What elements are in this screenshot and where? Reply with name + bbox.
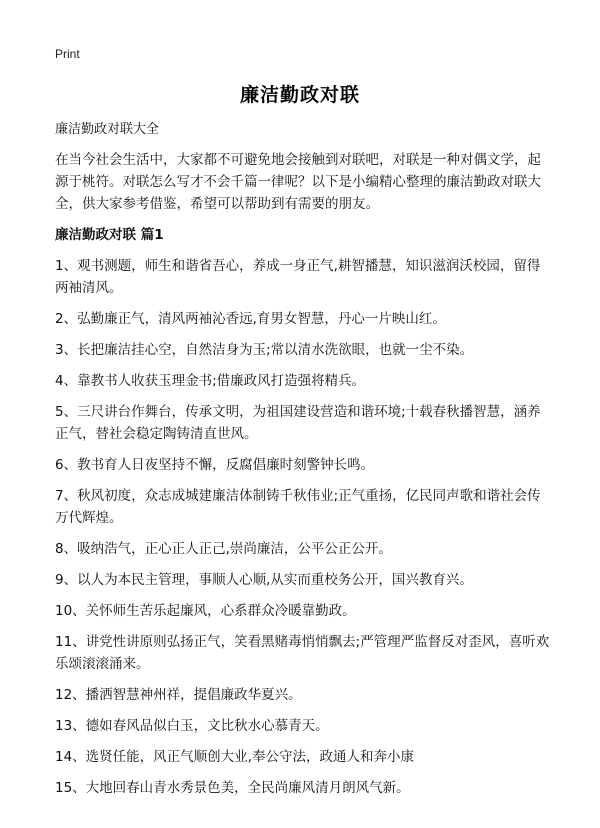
couplet-item: 12、播洒智慧神州祥，提倡廉政华夏兴。 bbox=[55, 687, 302, 703]
couplet-item: 9、以人为本民主管理，事顺人心顺,从实而重校务公开，国兴教育兴。 bbox=[55, 572, 473, 588]
print-link[interactable]: Print bbox=[55, 47, 80, 61]
couplet-item: 13、德如春风品似白玉，文比秋水心慕青天。 bbox=[55, 718, 329, 734]
intro-paragraph: 在当今社会生活中，大家都不可避免地会接触到对联吧，对联是一种对偶文学，起源于桃符。对联怎么写才不会千篇一律呢？以下是小编精心整理的廉洁勤政对联大全，供大家参考借鉴，希望可以帮助到有需要的朋友。 bbox=[55, 152, 541, 212]
couplet-item: 6、教书育人日夜坚持不懈，反腐倡廉时刻警钟长鸣。 bbox=[55, 457, 375, 473]
couplet-item: 10、关怀师生苦乐起廉风，心系群众冷暖靠勤政。 bbox=[55, 603, 356, 619]
couplet-item: 1、观书测题，师生和谐省吾心，养成一身正气,耕智播慧，知识滋润沃校园，留得两袖清风。 bbox=[55, 258, 541, 296]
section-heading: 廉洁勤政对联 篇1 bbox=[55, 227, 164, 243]
article-subheading: 廉洁勤政对联大全 bbox=[55, 122, 160, 137]
couplet-item: 2、弘勤廉正气，清风两袖沁香远,育男女智慧，丹心一片映山红。 bbox=[55, 311, 446, 327]
couplet-item: 11、讲党性讲原则弘扬正气，笑看黑赌毒悄悄飘去;严管理严监督反对歪风，喜听欢乐颂滚滚涌来。 bbox=[55, 634, 550, 672]
couplet-item: 8、吸纳浩气，正心正人正己,崇尚廉洁，公平公正公开。 bbox=[55, 541, 392, 557]
couplet-item: 15、大地回春山青水秀景色美，全民尚廉风清月朗风气新。 bbox=[55, 780, 410, 796]
couplet-item: 3、长把廉洁挂心空，自然洁身为玉;常以清水洗欲眼，也就一尘不染。 bbox=[55, 342, 474, 358]
couplet-item: 5、三尺讲台作舞台，传承文明，为祖国建设营造和谐环境;十载春秋播智慧，涵养正气，替社会稳定陶铸清直世风。 bbox=[55, 404, 541, 442]
page-title: 廉洁勤政对联 bbox=[239, 84, 360, 106]
couplet-item: 7、秋风初度，众志成城建廉洁体制铸千秋伟业;正气重扬，亿民同声歌和谐社会传万代辉煌。 bbox=[55, 488, 541, 526]
article-body bbox=[55, 121, 550, 808]
couplet-item: 14、选贤任能，风正气顺创大业,奉公守法，政通人和奔小康 bbox=[55, 749, 414, 765]
couplet-item: 4、靠教书人收获玉理金书;借廉政风打造强将精兵。 bbox=[55, 373, 366, 389]
